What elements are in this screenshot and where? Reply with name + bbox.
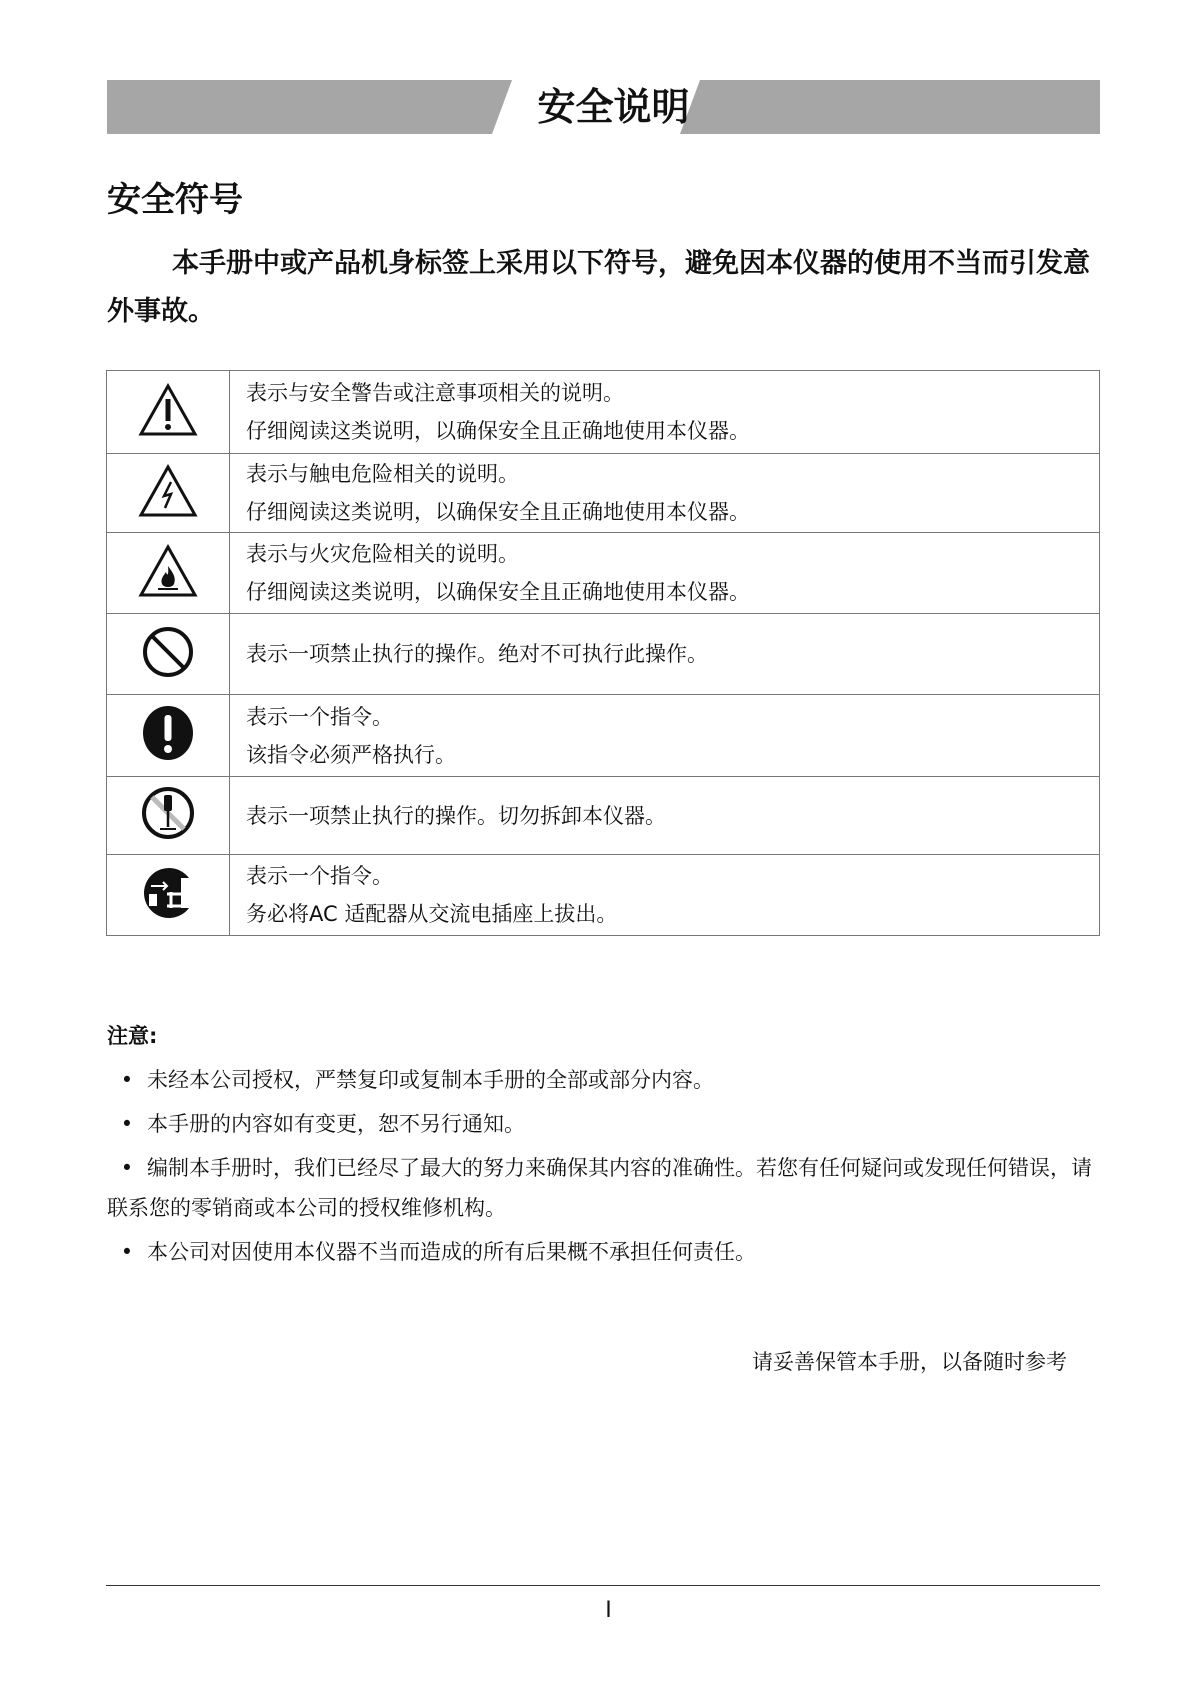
fire-hazard-icon <box>138 544 198 598</box>
notes-section <box>107 1020 1097 1276</box>
footer-divider <box>106 1585 1100 1586</box>
symbol-description: 仔细阅读这类说明，以确保安全且正确地使用本仪器。 <box>246 580 750 604</box>
table-row <box>107 855 1100 936</box>
symbol-description: 表示一项禁止执行的操作。绝对不可执行此操作。 <box>246 642 708 666</box>
table-row <box>107 695 1100 777</box>
note-item: • 未经本公司授权，严禁复印或复制本手册的全部或部分内容。 <box>120 1068 714 1092</box>
symbol-description: 表示与触电危险相关的说明。 <box>246 462 519 486</box>
note-text: 本手册的内容如有变更，恕不另行通知。 <box>147 1112 525 1136</box>
note-text: 本公司对因使用本仪器不当而造成的所有后果概不承担任何责任。 <box>147 1240 756 1264</box>
symbol-description: 表示一个指令。 <box>246 704 393 729</box>
no-disassembly-icon <box>140 785 196 841</box>
page-number: I <box>605 1598 612 1623</box>
warning-triangle-icon <box>138 383 198 437</box>
unplug-icon <box>141 866 195 920</box>
symbol-table <box>106 370 1100 936</box>
prohibited-icon <box>141 625 195 679</box>
table-row <box>107 777 1100 855</box>
table-row <box>107 614 1100 695</box>
section-header-bar <box>107 80 1100 134</box>
mandatory-icon <box>141 705 195 761</box>
table-row <box>107 454 1100 533</box>
note-item: • 编制本手册时，我们已经尽了最大的努力来确保其内容的准确性。若您有任何疑问或发现任何错误，请联系您的零销商或本公司的授权维修机构。 <box>107 1156 1092 1220</box>
symbol-description: 表示与安全警告或注意事项相关的说明。 <box>246 381 624 405</box>
symbol-description: 表示一项禁止执行的操作。切勿拆卸本仪器。 <box>246 803 666 828</box>
electric-shock-icon <box>138 464 198 518</box>
note-item: • 本手册的内容如有变更，恕不另行通知。 <box>120 1112 525 1136</box>
symbol-description: 仔细阅读这类说明，以确保安全且正确地使用本仪器。 <box>246 500 750 524</box>
symbol-description: 该指令必须严格执行。 <box>246 742 456 767</box>
notes-title: 注意: <box>107 1024 158 1048</box>
symbol-description: 表示一个指令。 <box>246 864 393 888</box>
note-text: 未经本公司授权，严禁复印或复制本手册的全部或部分内容。 <box>147 1068 714 1092</box>
page-title: 安全说明 <box>537 85 690 129</box>
section-title: 安全符号 <box>107 180 243 220</box>
table-row <box>107 371 1100 454</box>
note-item: • 本公司对因使用本仪器不当而造成的所有后果概不承担任何责任。 <box>120 1240 756 1264</box>
intro-paragraph: 本手册中或产品机身标签上采用以下符号，避免因本仪器的使用不当而引发意外事故。 <box>107 248 1090 327</box>
symbol-description: 务必将AC 适配器从交流电插座上拔出。 <box>246 902 618 926</box>
symbol-description: 仔细阅读这类说明，以确保安全且正确地使用本仪器。 <box>246 419 750 443</box>
symbol-description: 表示与火灾危险相关的说明。 <box>246 542 519 566</box>
keep-manual-note: 请妥善保管本手册，以备随时参考 <box>752 1350 1067 1374</box>
table-row <box>107 533 1100 614</box>
note-text: 编制本手册时，我们已经尽了最大的努力来确保其内容的准确性。若您有任何疑问或发现任何错误，请联系您的零销商或本公司的授权维修机构。 <box>107 1156 1092 1220</box>
